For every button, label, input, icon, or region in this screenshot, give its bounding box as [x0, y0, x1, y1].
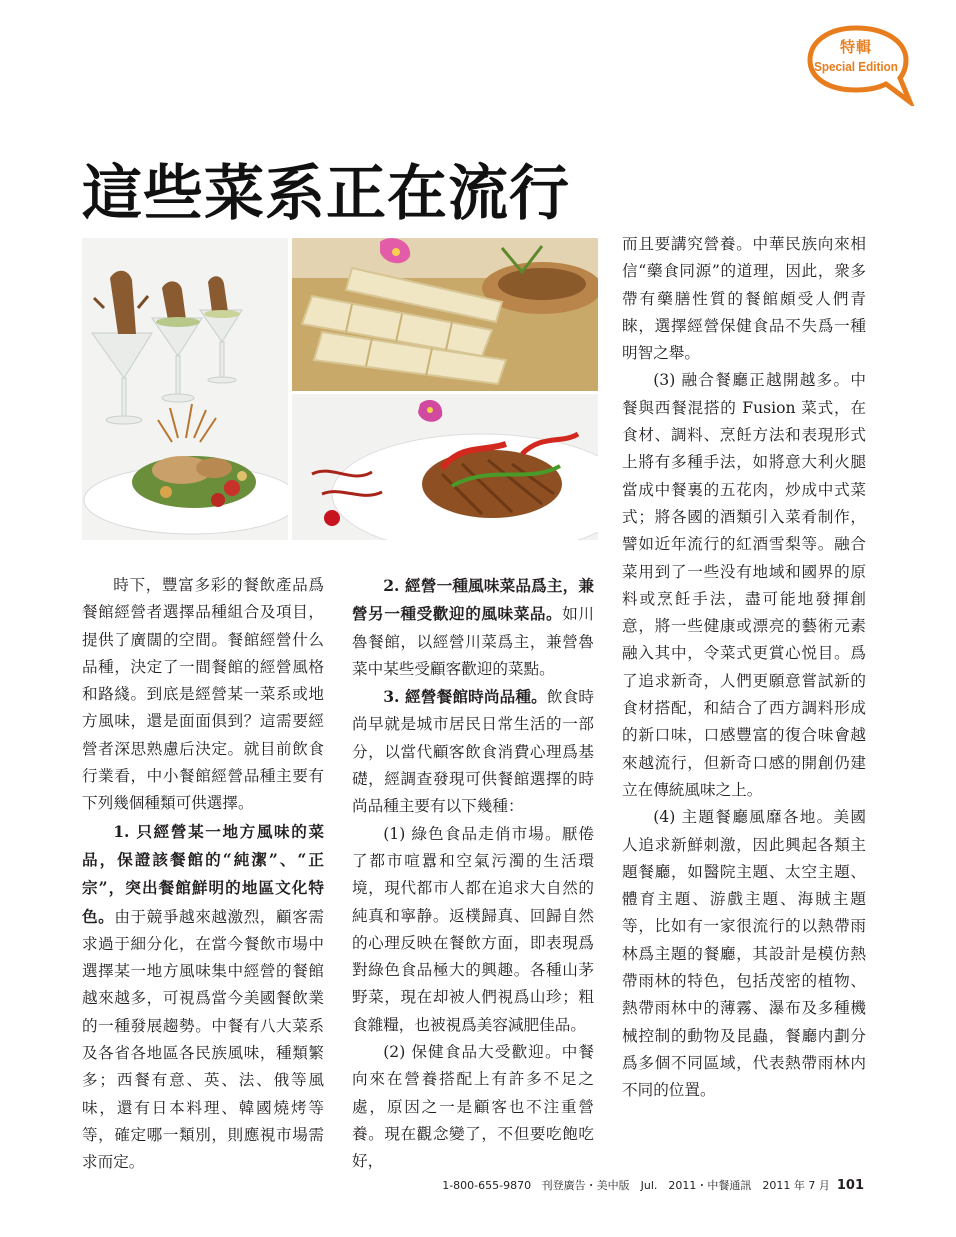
special-edition-badge [806, 24, 916, 106]
page-footer [0, 1177, 864, 1193]
paragraph: (2) 保健食品大受歡迎。中餐向來在營養搭配上有許多不足之處，原因之一是顧客也不注重營養。現在觀念變了，不但要吃飽吃好， [352, 1043, 594, 1171]
paragraph: (1) 綠色食品走俏市場。厭倦了都市喧囂和空氣污濁的生活環境，現代都市人都在追求大自然的純真和寧静。返樸歸真、回歸自然的心理反映在餐飲方面，即表現爲對綠色食品極大的興趣。各種山茅野菜，現在却被人們視爲山珍；粗食雜糧，也被視爲美容減肥佳品。 [352, 824, 594, 1034]
text-column-2 [352, 572, 594, 1176]
footer-publication: 刊登廣告・美中版 Jul. 2011・中餐通訊 2011 年 7 月 [541, 1179, 830, 1192]
text-column-3 [622, 231, 866, 1105]
paragraph [82, 818, 324, 1177]
stir-fried-dish-photo [292, 394, 598, 540]
soft-shell-crab-and-salad-photo [82, 238, 288, 540]
section-heading: 2. 經營一種風味菜品爲主，兼營另一種受歡迎的風味菜品。 [352, 576, 594, 624]
paragraph: (3) 融合餐廳正越開越多。中餐與西餐混搭的 Fusion 菜式，在食材、調料、烹飪方法和表現形式上將有多種手法，如將意大利火腿當成中餐裏的五花肉，炒成中式菜式；將各國的酒類引入菜肴制作，譬如近年流行的紅酒雪梨等。融合菜用到了一些没有地域和國界的原料或烹飪手法，盡可能地發揮創意，將一些健康或漂亮的藝術元素融入其中，令菜式更賞心悦目。爲了追求新奇，人們更願意嘗試新的食材搭配，和結合了西方調料形成的新口味，口感豐富的復合味會越來越流行，但新奇口感的開創仍建立在傳統風味之上。 [622, 371, 866, 799]
paragraph: 而且要講究營養。中華民族向來相信“藥食同源”的道理，因此，衆多帶有藥膳性質的餐館頗受人們青睞，選擇經營保健食品不失爲一種明智之舉。 [622, 235, 866, 363]
section-heading: 1. 只經營某一地方風味的菜品，保證該餐館的“純潔”、“正宗”，突出餐館鮮明的地區文化特色。 [82, 821, 324, 926]
paragraph [352, 683, 594, 820]
section-heading: 3. 經營餐館時尚品種。 [383, 687, 547, 707]
tofu-skin-rolls-photo [292, 238, 598, 391]
paragraph-text: 由于競爭越來越激烈，顧客需求過于細分化，在當今餐飲市場中選擇某一地方風味集中經營的餐館越來越多，可視爲當今美國餐飲業的一種發展趨勢。中餐有八大菜系及各省各地區各民族風味，種類繁多；西餐有意、英、法、俄等風味，還有日本料理、韓國燒烤等等，確定哪一類別，則應視市場需求而定。 [82, 907, 324, 1172]
paragraph-text: 如川魯餐館，以經營川菜爲主，兼營魯菜中某些受顧客歡迎的菜點。 [352, 605, 594, 678]
paragraph: 時下，豐富多彩的餐飲產品爲餐館經營者選擇品種組合及項目，提供了廣闊的空間。餐館經營什么品種，決定了一間餐館的經營風格和路綫。到底是經營某一菜系或地方風味，還是面面俱到？這需要經營者深思熟慮后決定。就目前飲食行業看，中小餐館經營品種主要有下列幾個種類可供選擇。 [82, 576, 324, 813]
page-title: 這些菜系正在流行 [82, 159, 570, 229]
paragraph: (4) 主題餐廳風靡各地。美國人追求新鮮刺激，因此興起各類主題餐廳，如醫院主題、太空主題、體育主題、游戲主題、海賊主題等，比如有一家很流行的以熱帶雨林爲主題的餐廳，其設計是模仿熱帶雨林的特色，包括茂密的植物、熱帶雨林中的薄霧、瀑布及多種機械控制的動物及昆蟲，餐廳内劃分爲多個不同區域，代表熱帶雨林内不同的位置。 [622, 808, 866, 1100]
paragraph [352, 572, 594, 683]
text-column-1 [82, 572, 324, 1177]
page-number: 101 [836, 1178, 864, 1193]
footer-phone: 1-800-655-9870 [442, 1179, 532, 1192]
badge-chinese-label: 特輯 [839, 38, 872, 56]
paragraph-text: 飲食時尚早就是城市居民日常生活的一部分，以當代顧客飲食消費心理爲基礎，經調查發現可供餐館選擇的時尚品種主要有以下幾種： [352, 688, 594, 816]
badge-english-label: Special Edition [814, 59, 898, 74]
